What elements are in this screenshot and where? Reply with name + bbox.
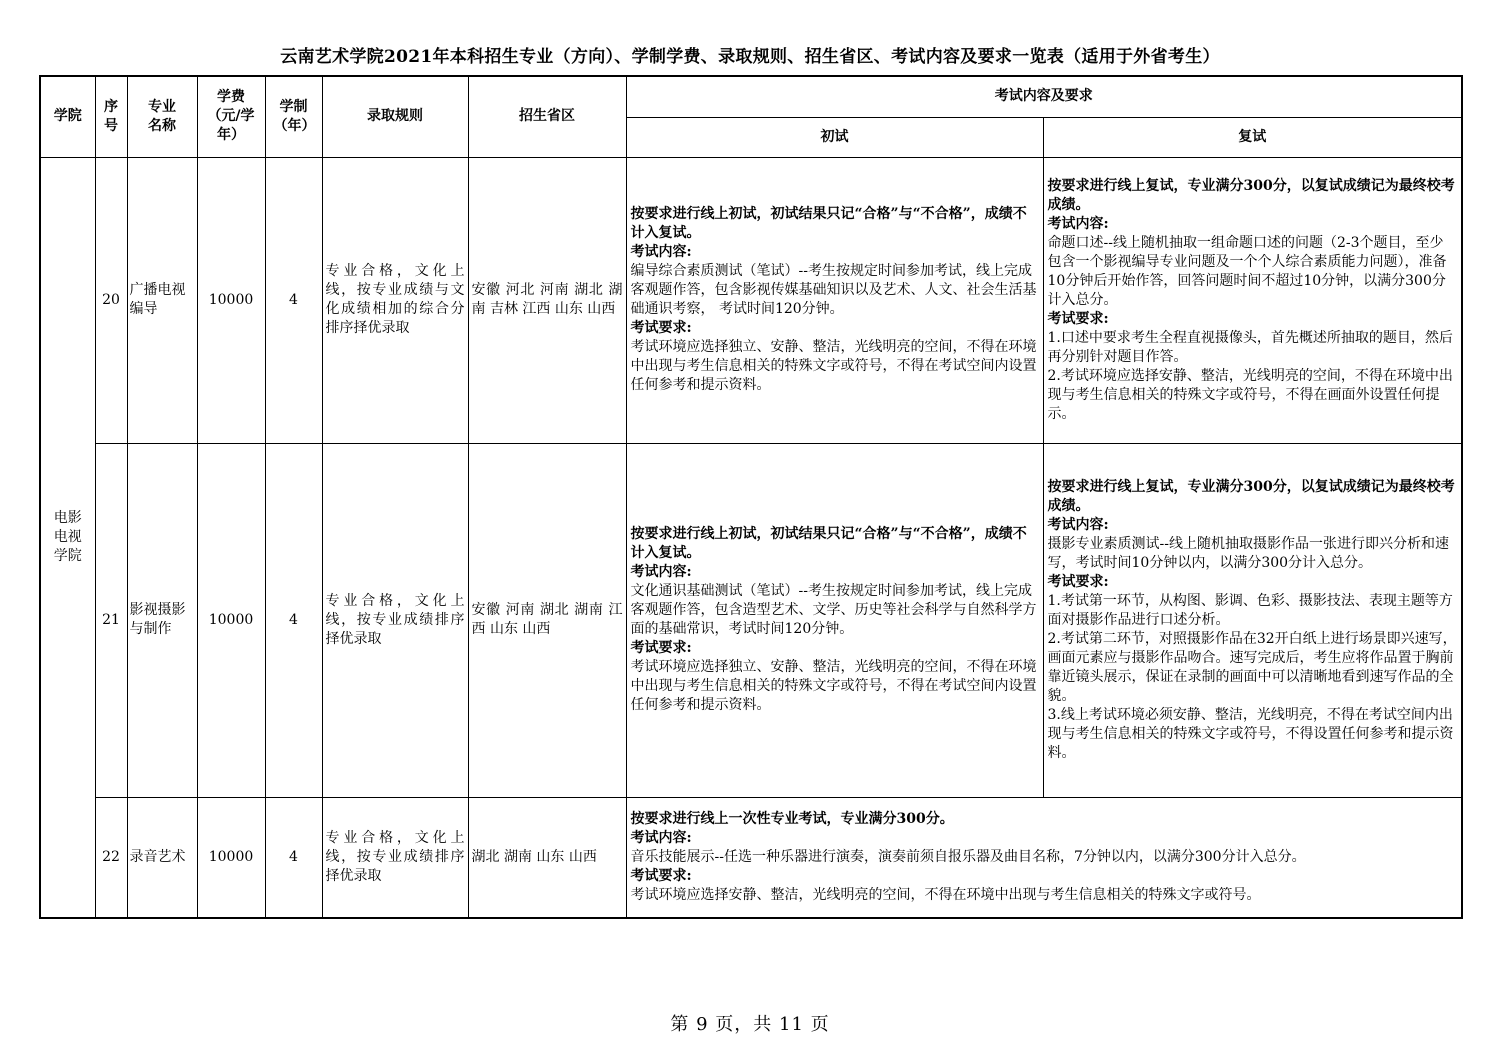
header-major: 专业名称	[127, 76, 197, 157]
row-years: 4	[265, 157, 322, 443]
admissions-table	[39, 75, 1463, 919]
prelim-content: 文化通识基础测试（笔试）--考生按规定时间参加考试，线上完成客观题作答，包含造型艺术、文学、历史等社会科学与自然科学方面的基础常识，考试时间120分钟。	[630, 583, 1037, 637]
row-provinces: 安徽 河南 湖北 湖南 江西 山东 山西	[468, 443, 626, 797]
prelim-content-label: 考试内容:	[630, 564, 692, 580]
row-major: 影视摄影与制作	[127, 443, 197, 797]
exam-req: 考试环境应选择安静、整洁，光线明亮的空间，不得在环境中出现与考生信息相关的特殊文字或符号。	[630, 886, 1261, 903]
retest-req-item: 1.口述中要求考生全程直视摄像头，首先概述所抽取的题目，然后再分别针对题目作答。	[1047, 329, 1453, 365]
row-rule: 专业合格，文化上线，按专业成绩排序择优录取	[322, 443, 468, 797]
table-row	[40, 443, 1462, 797]
row-fee: 10000	[197, 797, 265, 918]
row-major: 录音艺术	[127, 797, 197, 918]
row-years: 4	[265, 797, 322, 918]
table-row	[40, 797, 1462, 918]
page-number: 第 9 页，共 11 页	[670, 1014, 830, 1035]
retest-req-item: 1.考试第一环节，从构图、影调、色彩、摄影技法、表现主题等方面对摄影作品进行口述分析。	[1047, 592, 1453, 628]
exam-content-label: 考试内容:	[630, 829, 692, 846]
retest-req-item: 2.考试第二环节，对照摄影作品在32开白纸上进行场景即兴速写，画面元素应与摄影作品吻合。速写完成后，考生应将作品置于胸前靠近镜头展示，保证在录制的画面中可以清晰地看到速写作品的全貌。	[1047, 630, 1457, 704]
retest-cell	[1043, 443, 1462, 797]
row-major: 广播电视编导	[127, 157, 197, 443]
row-rule: 专业合格，文化上线，按专业成绩排序择优录取	[322, 797, 468, 918]
prelim-cell	[626, 443, 1043, 797]
retest-req-label: 考试要求:	[1047, 310, 1109, 327]
retest-cell	[1043, 157, 1462, 443]
retest-lead: 按要求进行线上复试，专业满分300分，以复试成绩记为最终校考成绩。	[1047, 478, 1455, 514]
header-index: 序号	[95, 76, 127, 157]
prelim-req-label: 考试要求:	[630, 640, 692, 656]
retest-req-item: 3.线上考试环境必须安静、整洁，光线明亮，不得在考试空间内出现与考生信息相关的特殊文字或符号，不得设置任何参考和提示资料。	[1047, 706, 1454, 761]
prelim-lead: 按要求进行线上初试，初试结果只记“合格”与“不合格”，成绩不计入复试。	[630, 206, 1027, 241]
prelim-req: 考试环境应选择独立、安静、整洁，光线明亮的空间，不得在环境中出现与考生信息相关的特殊文字或符号，不得在考试空间内设置任何参考和提示资料。	[630, 339, 1037, 393]
retest-content-label: 考试内容:	[1047, 215, 1109, 232]
college-name: 电影电视学院	[40, 157, 95, 918]
retest-content: 摄影专业素质测试--线上随机抽取摄影作品一张进行即兴分析和速写，考试时间10分钟以内，以满分300分计入总分。	[1047, 535, 1449, 571]
header-exam: 考试内容及要求	[626, 76, 1462, 117]
prelim-req: 考试环境应选择独立、安静、整洁，光线明亮的空间，不得在环境中出现与考生信息相关的特殊文字或符号，不得在考试空间内设置任何参考和提示资料。	[630, 659, 1037, 713]
header-prelim: 初试	[626, 117, 1043, 157]
page-title: 云南艺术学院2021年本科招生专业（方向）、学制学费、录取规则、招生省区、考试内容及要求一览表（适用于外省考生）	[280, 47, 1220, 67]
row-provinces: 湖北 湖南 山东 山西	[468, 797, 626, 918]
header-fee: 学费（元/学年）	[197, 76, 265, 157]
row-fee: 10000	[197, 443, 265, 797]
exam-req-label: 考试要求:	[630, 867, 692, 884]
retest-req-item: 2.考试环境应选择安静、整洁，光线明亮的空间，不得在环境中出现与考生信息相关的特殊文字或符号，不得在画面外设置任何提示。	[1047, 367, 1453, 422]
header-years: 学制（年）	[265, 76, 322, 157]
row-index: 20	[95, 157, 127, 443]
prelim-content: 编导综合素质测试（笔试）--考生按规定时间参加考试，线上完成客观题作答，包含影视传媒基础知识以及艺术、人文、社会生活基础通识考察， 考试时间120分钟。	[630, 263, 1037, 317]
exam-lead: 按要求进行线上一次性专业考试，专业满分300分。	[630, 810, 954, 827]
header-retest: 复试	[1043, 117, 1462, 157]
prelim-cell	[626, 157, 1043, 443]
retest-content: 命题口述--线上随机抽取一组命题口述的问题（2-3个题目，至少包含一个影视编导专业问题及一个个人综合素质能力问题），准备10分钟后开始作答，回答问题时间不超过10分钟，以满分300分计入总分。	[1047, 234, 1447, 308]
exam-content: 音乐技能展示--任选一种乐器进行演奏，演奏前须自报乐器及曲目名称，7分钟以内，以满分300分计入总分。	[630, 848, 1306, 865]
header-rule: 录取规则	[322, 76, 468, 157]
row-index: 21	[95, 443, 127, 797]
table-row	[40, 157, 1462, 443]
retest-req-label: 考试要求:	[1047, 573, 1109, 590]
retest-lead: 按要求进行线上复试，专业满分300分，以复试成绩记为最终校考成绩。	[1047, 177, 1455, 213]
prelim-lead: 按要求进行线上初试，初试结果只记“合格”与“不合格”，成绩不计入复试。	[630, 526, 1027, 561]
row-fee: 10000	[197, 157, 265, 443]
row-index: 22	[95, 797, 127, 918]
row-provinces: 安徽 河北 河南 湖北 湖南 吉林 江西 山东 山西	[468, 157, 626, 443]
prelim-req-label: 考试要求:	[630, 320, 692, 336]
row-rule: 专业合格，文化上线，按专业成绩与文化成绩相加的综合分排序择优录取	[322, 157, 468, 443]
header-college: 学院	[40, 76, 95, 157]
header-provinces: 招生省区	[468, 76, 626, 157]
retest-content-label: 考试内容:	[1047, 516, 1109, 533]
exam-cell	[626, 797, 1462, 918]
prelim-content-label: 考试内容:	[630, 244, 692, 260]
row-years: 4	[265, 443, 322, 797]
